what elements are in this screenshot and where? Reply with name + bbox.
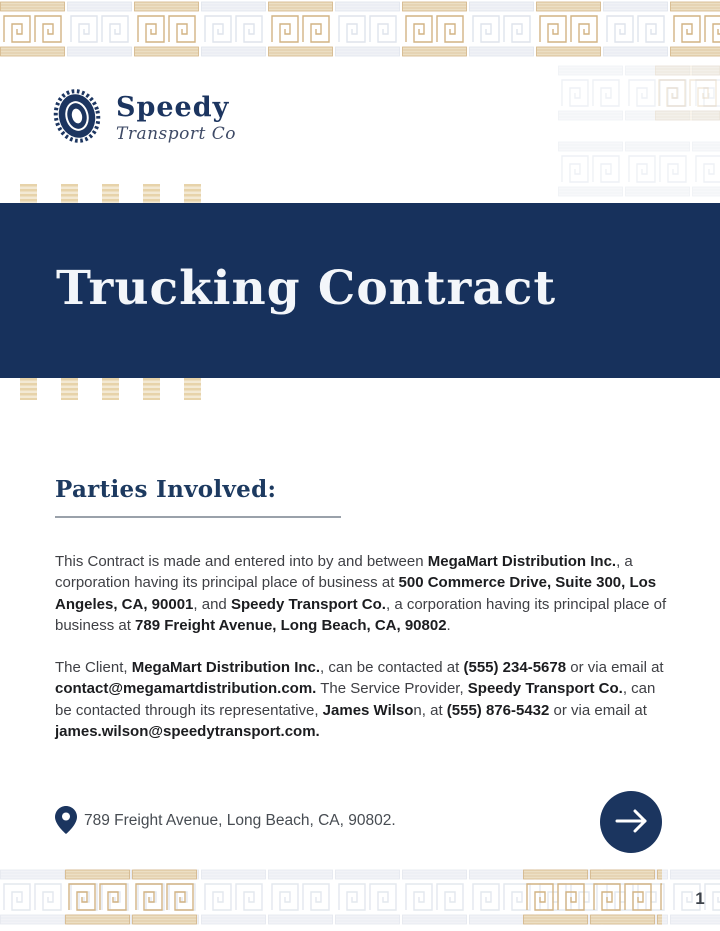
- next-page-button[interactable]: [600, 791, 662, 853]
- contract-paragraph-2: The Client, MegaMart Distribution Inc., can be contacted at (555) 234-5678 or via email at contact@megamartdistribution.com. The Service Provider, Speedy Transport Co., can be contacted through its representative, James Wilson, at (555) 876-5432 or via email at james.wilson@speedytransport.com.: [55, 659, 664, 741]
- tire-icon: [50, 86, 104, 151]
- tan-checker-square: [143, 378, 160, 400]
- tan-checker-square: [102, 378, 119, 400]
- title-banner: [0, 203, 720, 378]
- arrow-right-icon: [600, 790, 662, 855]
- contract-paragraph-1: This Contract is made and entered into by and between MegaMart Distribution Inc., a corporation having its principal place of business at 500 Commerce Drive, Suite 300, Los Angeles, CA, 90001, and Speedy Transport Co., a corporation having its principal place of business at 789 Freight Avenue, Long Beach, CA, 90802.: [55, 553, 667, 635]
- location-pin-icon: [55, 806, 77, 839]
- company-logo: [50, 86, 236, 151]
- tan-checker-square: [143, 184, 160, 204]
- page-number: 1: [695, 889, 705, 908]
- checker-squares-above-banner: [20, 184, 201, 204]
- section-heading: Parties Involved:: [55, 476, 277, 503]
- tan-checker-square: [184, 184, 201, 204]
- section-heading-rule: [55, 516, 341, 518]
- greek-key-tile-top-right-tan: [655, 64, 720, 122]
- footer-address: 789 Freight Avenue, Long Beach, CA, 90802.: [84, 812, 396, 829]
- logo-subtitle: Transport Co: [116, 123, 236, 144]
- tan-checker-square: [61, 184, 78, 204]
- tan-checker-square: [184, 378, 201, 400]
- tan-checker-square: [20, 378, 37, 400]
- page-title: Trucking Contract: [56, 261, 557, 316]
- tan-checker-square: [61, 378, 78, 400]
- greek-key-border-bottom-tan-right: [523, 868, 662, 925]
- logo-name: Speedy: [116, 91, 230, 123]
- checker-squares-below-banner: [20, 378, 201, 400]
- tan-checker-square: [20, 184, 37, 204]
- greek-key-border-bottom-tan-left: [65, 868, 199, 925]
- tan-checker-square: [102, 184, 119, 204]
- greek-key-border-top: [0, 0, 720, 58]
